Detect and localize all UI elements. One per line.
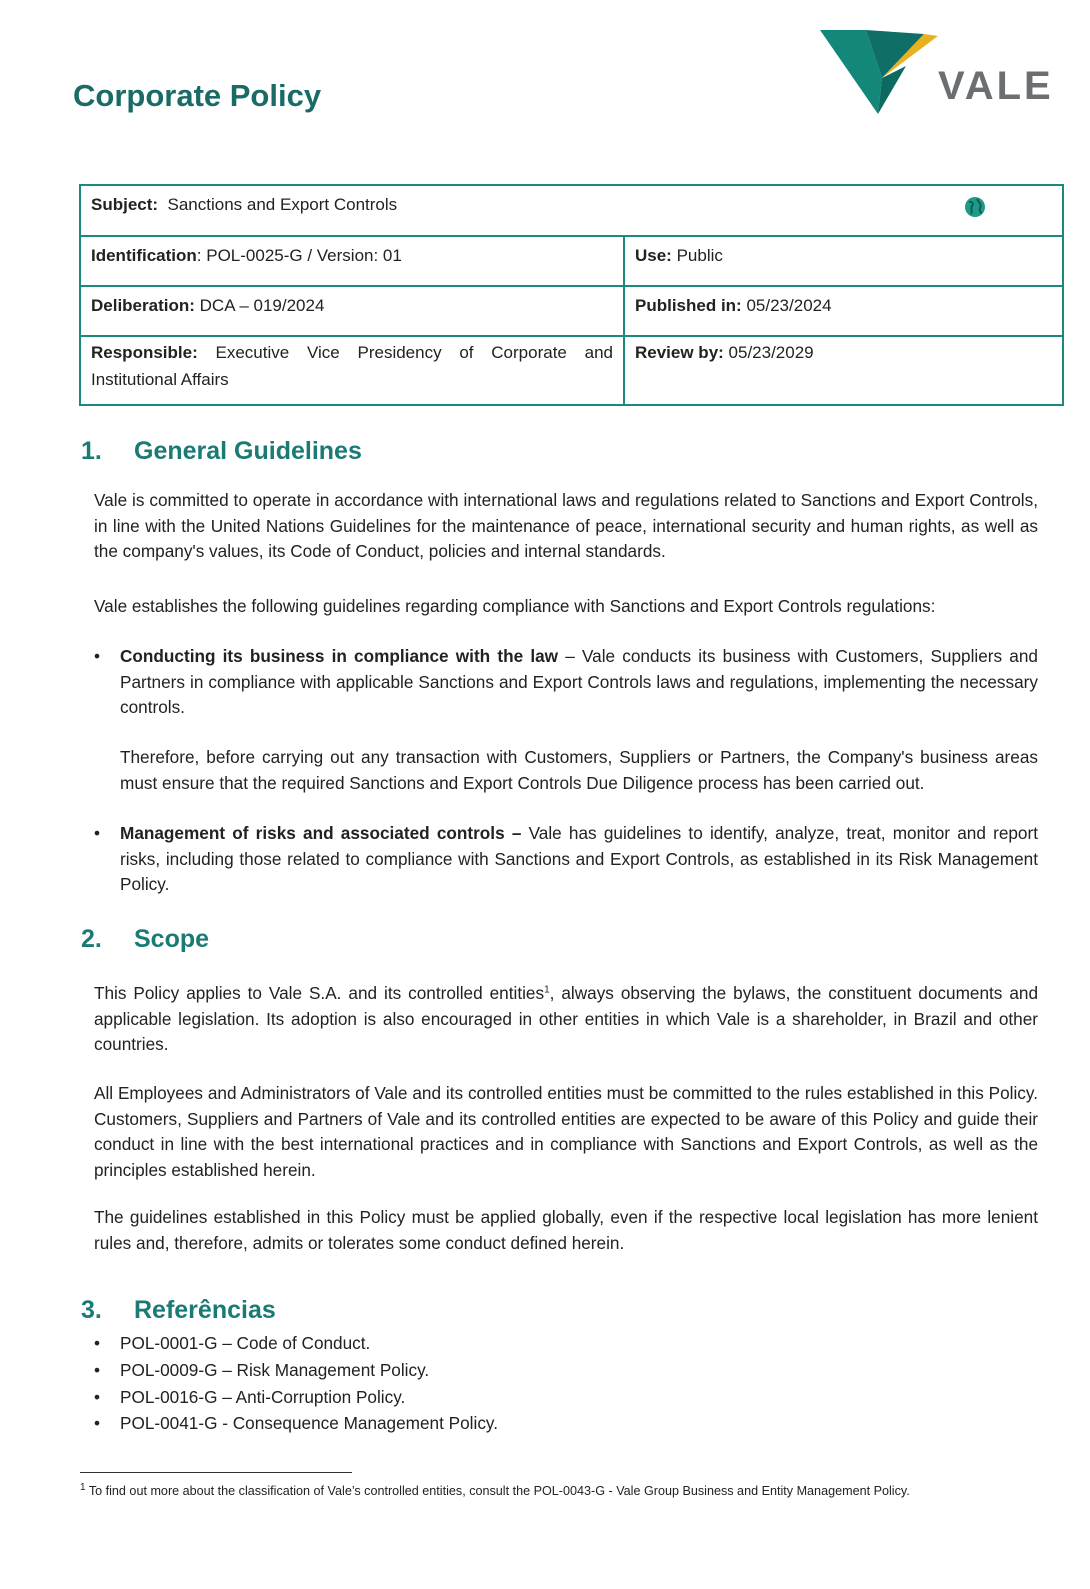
bullet-marker: • (94, 1360, 101, 1380)
section-3-heading (81, 1296, 276, 1325)
identification-label: Identification (91, 246, 197, 265)
reference-text: POL-0016-G – Anti-Corruption Policy. (120, 1387, 406, 1407)
subject-row (80, 185, 1063, 236)
page-title: Corporate Policy (73, 78, 322, 113)
identification-row (80, 236, 1063, 286)
bullet-1-bold: Conducting its business in compliance with the law (120, 646, 559, 666)
use-cell (624, 236, 1063, 286)
bullet-1-body: – Vale conducts its business with Customers, Suppliers and Partners in compliance with applicable Sanctions and Export Controls laws and regulations, implementing the necessary controls. (120, 646, 1038, 717)
reference-text: POL-0041-G - Consequence Management Policy. (120, 1413, 499, 1433)
footnote-marker: 1 (80, 1481, 86, 1493)
section-1-title: General Guidelines (134, 437, 362, 465)
subject-value: Sanctions and Export Controls (167, 195, 398, 214)
section-2-paragraph-3: The guidelines established in this Policy must be applied globally, even if the respective local legislation has more lenient rules and, therefore, admits or tolerates some conduct defined herein. (94, 1207, 1038, 1253)
globe-icon (964, 196, 986, 223)
section-1-bullet-2 (94, 821, 1038, 898)
use-label: Use: (635, 246, 672, 265)
section-1-heading (81, 437, 362, 466)
bullet-2-bold: Management of risks and associated controls – (120, 823, 522, 843)
footnote-divider (80, 1472, 352, 1473)
section-2-number: 2. (81, 925, 102, 953)
review-label: Review by: (635, 343, 724, 362)
section-2-paragraph-1-a: This Policy applies to Vale S.A. and its controlled entities (94, 983, 545, 1003)
bullet-marker: • (94, 1333, 101, 1353)
bullet-1-text (120, 644, 1038, 721)
responsible-value: Executive Vice Presidency of Corporate and Institutional Affairs (91, 343, 613, 389)
subject-label: Subject: (91, 195, 159, 214)
deliberation-label: Deliberation: (91, 296, 195, 315)
identification-value: : POL-0025-G / Version: 01 (196, 246, 402, 265)
section-2-paragraph-2: All Employees and Administrators of Vale and its controlled entities must be committed to the rules established in this Policy. Customers, Suppliers and Partners of Vale and its controlled entities are expected to be aware of this Policy and guide their conduct in line with the best international practices and in compliance with Sanctions and Export Controls, as well as the principles established herein. (94, 1083, 1038, 1180)
section-1-bullet-1 (94, 644, 1038, 721)
section-1-number: 1. (81, 437, 102, 465)
responsible-text (91, 339, 613, 393)
published-label: Published in: (635, 296, 742, 315)
reference-item (94, 1410, 498, 1437)
vale-logo-mark-icon (820, 26, 940, 118)
section-2-paragraph-1 (94, 981, 1038, 1058)
reference-item (94, 1330, 370, 1357)
bullet-marker: • (94, 1413, 101, 1433)
section-2-heading (81, 925, 209, 954)
deliberation-value: DCA – 019/2024 (199, 296, 325, 315)
responsible-label: Responsible: (91, 343, 198, 362)
section-2-title: Scope (134, 925, 210, 953)
footnote-reference: 1 (544, 984, 550, 996)
identification-cell (80, 236, 624, 286)
footnote (80, 1481, 910, 1498)
reference-item (94, 1384, 405, 1411)
bullet-2-text (120, 821, 1038, 898)
subject-cell (80, 185, 1063, 236)
policy-info-table (79, 184, 1064, 406)
bullet-2-body: Vale has guidelines to identify, analyze, treat, monitor and report risks, including those related to compliance with Sanctions and Export Controls, as established in its Risk Management Policy. (120, 823, 1038, 894)
use-value: Public (676, 246, 723, 265)
review-cell (624, 336, 1063, 405)
vale-logo-text: VALE (938, 64, 1054, 108)
section-1-paragraph-1: Vale is committed to operate in accordance with international laws and regulations related to Sanctions and Export Controls, in line with the United Nations Guidelines for the maintenance of peace, international security and human rights, as well as the company's values, its Code of Conduct, policies and internal standards. (94, 490, 1038, 561)
footnote-text: To find out more about the classification of Vale’s controlled entities, consult the POL-0043-G - Vale Group Business and Entity Management Policy. (85, 1484, 910, 1498)
bullet-marker: • (94, 823, 101, 843)
published-cell (624, 286, 1063, 336)
reference-text: POL-0001-G – Code of Conduct. (120, 1333, 371, 1353)
published-value: 05/23/2024 (746, 296, 832, 315)
deliberation-cell (80, 286, 624, 336)
responsible-row (80, 336, 1063, 405)
section-3-title: Referências (134, 1296, 276, 1324)
reference-text: POL-0009-G – Risk Management Policy. (120, 1360, 430, 1380)
reference-item (94, 1357, 429, 1384)
section-1-bullet-1-paragraph-2: Therefore, before carrying out any transaction with Customers, Suppliers or Partners, the Company's business areas must ensure that the required Sanctions and Export Controls Due Diligence process has been carried out. (120, 747, 1038, 793)
bullet-marker: • (94, 1387, 101, 1407)
vale-logo (820, 26, 1052, 118)
section-2-paragraph-1-b: , always observing the bylaws, the constituent documents and applicable legislation. Its adoption is also encouraged in other entities in which Vale is a shareholder, in Brazil and other countries. (94, 983, 1039, 1054)
responsible-cell (80, 336, 624, 405)
bullet-marker: • (94, 646, 101, 666)
review-value: 05/23/2029 (728, 343, 814, 362)
deliberation-row (80, 286, 1063, 336)
section-1-paragraph-2: Vale establishes the following guidelines regarding compliance with Sanctions and Export Controls regulations: (94, 596, 936, 616)
section-3-number: 3. (81, 1296, 102, 1324)
